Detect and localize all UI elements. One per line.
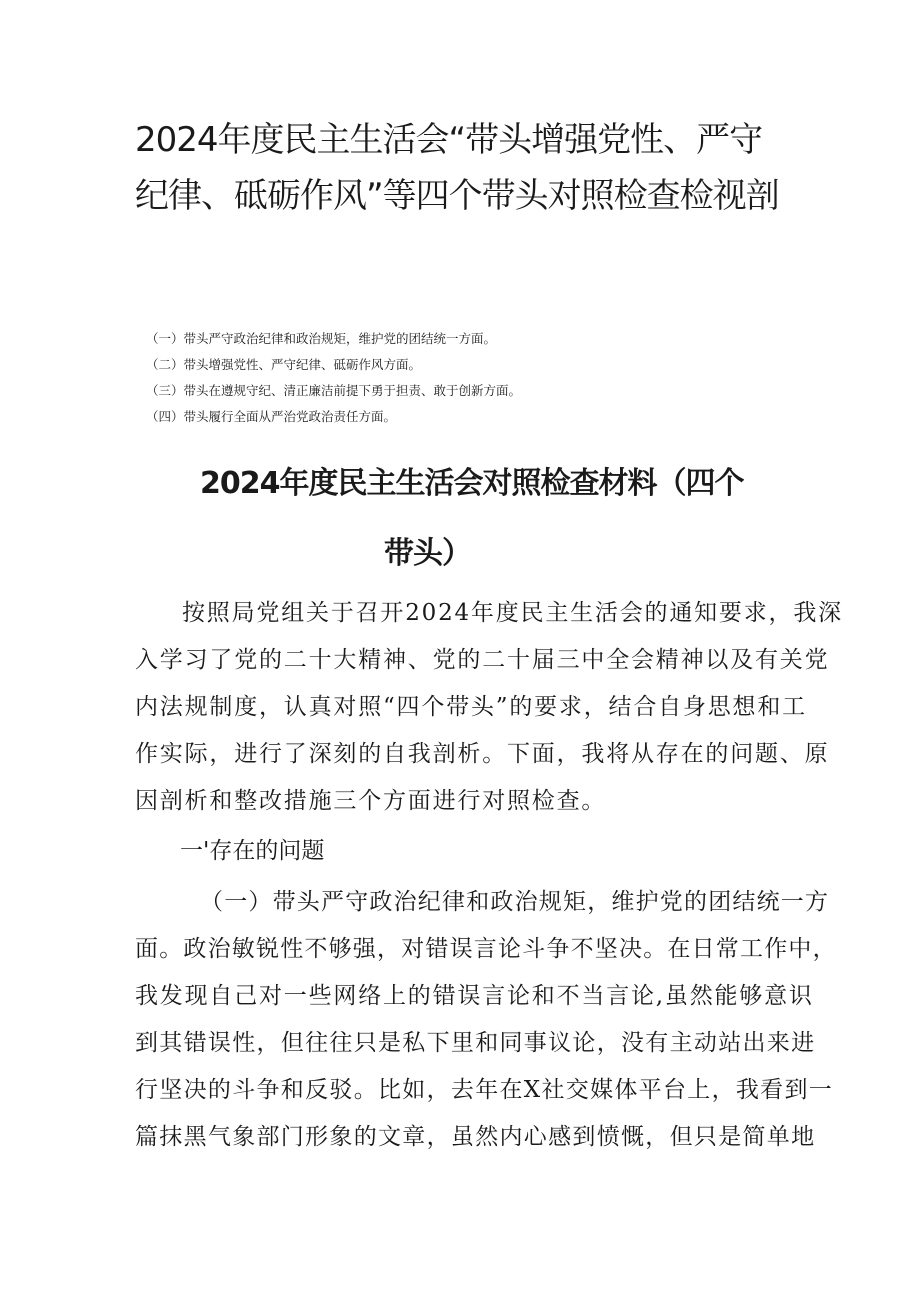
paragraph-line: 按照局党组关于召开2024年度民主生活会的通知要求，我深: [182, 600, 843, 626]
document-title-line-1: 2024年度民主生活会“带头增强党性、严守: [135, 120, 763, 160]
subtitle-line-1: 2024年度民主生活会对照检查材料（四个: [200, 466, 744, 501]
outline-item: （四）带头履行全面从严治党政治责任方面。: [146, 409, 397, 424]
paragraph-line: 入学习了党的二十大精神、党的二十届三中全会精神以及有关党: [135, 647, 830, 673]
paragraph-line: （一）带头严守政治纪律和政治规矩，维护党的团结统一方: [200, 889, 830, 915]
subtitle-line-2: 带头）: [384, 536, 471, 571]
outline-item: （一）带头严守政治纪律和政治规矩，维护党的团结统一方面。: [146, 331, 497, 346]
outline-list: [146, 326, 521, 430]
paragraph-line: 作实际，进行了深刻的自我剖析。下面，我将从存在的问题、原: [135, 741, 830, 767]
paragraph-line: 面。政治敏锐性不够强，对错误言论斗争不坚决。在日常工作中，: [135, 936, 837, 962]
section-heading: 一'存在的问题: [180, 838, 325, 864]
document-title-line-2: 纪律、砥砺作风”等四个带头对照检查检视剖: [135, 176, 779, 216]
paragraph-line: 行坚决的斗争和反驳。比如，去年在X社交媒体平台上，我看到一: [135, 1077, 834, 1103]
paragraph-line: 我发现自己对一些网络上的错误言论和不当言论,虽然能够意识: [135, 983, 814, 1009]
outline-item: （三）带头在遵规守纪、清正廉洁前提下勇于担责、敢于创新方面。: [146, 383, 522, 398]
paragraph-line: 内法规制度，认真对照“四个带头”的要求，结合自身思想和工: [135, 694, 807, 720]
paragraph-line: 因剖析和整改措施三个方面进行对照检查。: [135, 788, 607, 814]
paragraph-line: 篇抹黑气象部门形象的文章，虽然内心感到愤慨，但只是简单地: [135, 1124, 816, 1150]
outline-item: （二）带头增强党性、严守纪律、砥砺作风方面。: [146, 357, 422, 372]
paragraph-line: 到其错误性，但往往只是私下里和同事议论，没有主动站出来进: [135, 1030, 816, 1056]
